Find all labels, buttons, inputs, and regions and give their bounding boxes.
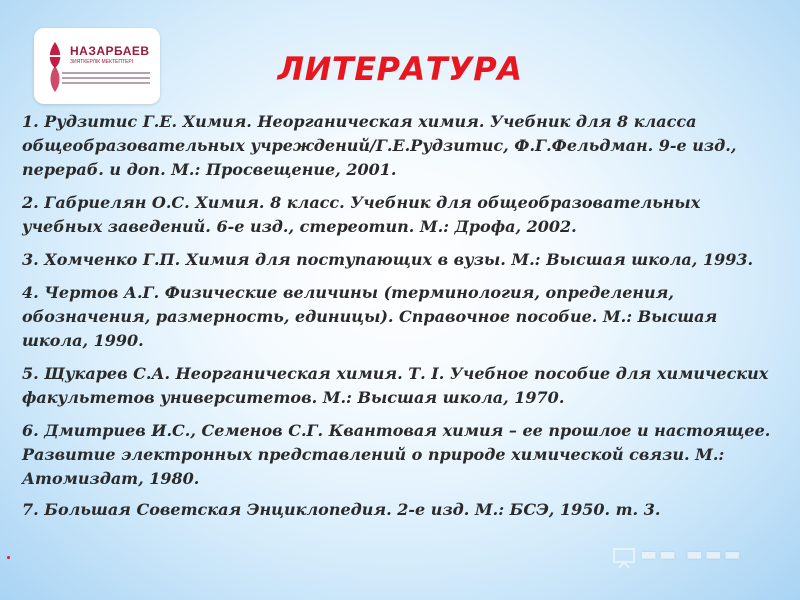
reference-item: 1. Рудзитис Г.Е. Химия. Неорганическая химия. Учебник для 8 класса общеобразовательных учреждений/Г.Е.Рудзитис, Ф.Г.Фельдман. 9-е изд., перераб. и доп. М.: Просвещение, 2001.: [22, 112, 737, 179]
bullet-dot: [7, 556, 10, 559]
reference-item: 3. Хомченко Г.П. Химия для поступающих в вузы. М.: Высшая школа, 1993.: [22, 250, 754, 269]
reference-item: 6. Дмитриев И.С., Семенов С.Г. Квантовая химия – ее прошлое и настоящее. Развитие электронных представлений о природе химической связи. М.: Атомиздат, 1980.: [22, 421, 771, 488]
reference-list: [22, 110, 782, 531]
reference-item: 7. Большая Советская Энциклопедия. 2-е изд. М.: БСЭ, 1950. т. 3.: [22, 500, 661, 519]
reference-item: 2. Габриелян О.С. Химия. 8 класс. Учебник для общеобразовательных учебных заведений. 6-е изд., стереотип. М.: Дрофа, 2002.: [22, 193, 701, 236]
watermark-text: ▬▬ ▬▬▬: [640, 544, 743, 565]
logo-name: НАЗАРБАЕВ: [70, 44, 150, 58]
page-title: ЛИТЕРАТУРА: [277, 50, 523, 88]
logo-subtitle: ЗИЯТКЕРЛІК МЕКТЕПТЕРІ: [70, 59, 134, 65]
reference-item: 5. Щукарев С.А. Неорганическая химия. Т. I. Учебное пособие для химических факультетов университетов. М.: Высшая школа, 1970.: [22, 364, 769, 407]
reference-item: 4. Чертов А.Г. Физические величины (терминология, определения, обозначения, размерность, единицы). Справочное пособие. М.: Высшая школа, 1990.: [22, 283, 718, 350]
watermark: [612, 540, 766, 576]
presentation-icon: [612, 546, 636, 570]
